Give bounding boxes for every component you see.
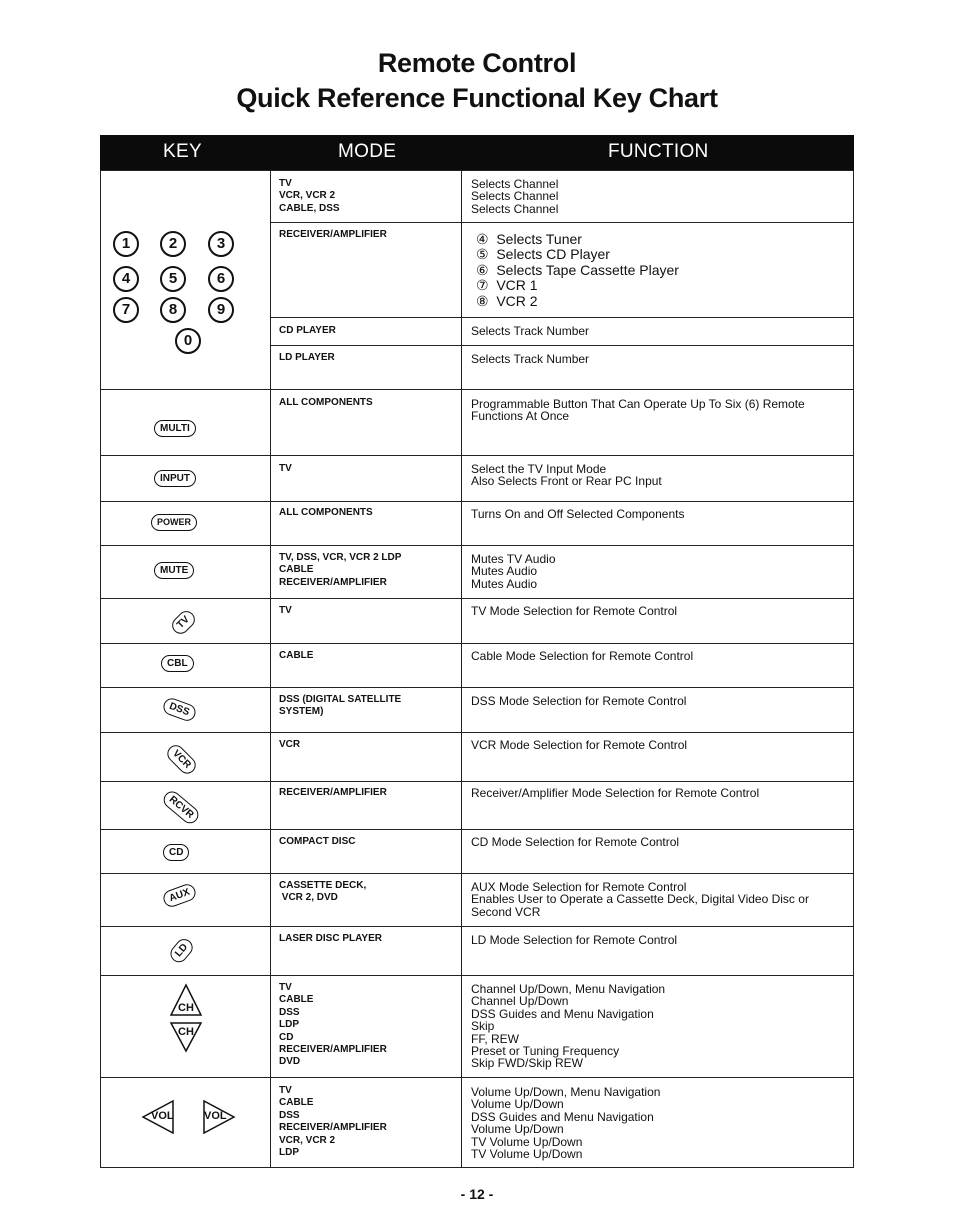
- mode-cell: TV VCR, VCR 2 CABLE, DSS: [279, 178, 340, 214]
- cd-mode-key-icon: CD: [163, 844, 189, 861]
- column-divider: [461, 171, 462, 1167]
- column-divider: [270, 171, 271, 1167]
- row-divider: [101, 829, 853, 830]
- row-divider: [101, 732, 853, 733]
- mode-cell: TV CABLE DSS RECEIVER/AMPLIFIER VCR, VCR 2 LDP: [279, 1085, 387, 1159]
- mode-cell: CD PLAYER: [279, 325, 336, 336]
- mode-cell: TV: [279, 605, 292, 616]
- row-divider: [101, 545, 853, 546]
- row-divider: [101, 389, 853, 390]
- row-divider: [270, 345, 853, 346]
- function-cell: Select the TV Input Mode Also Selects Front or Rear PC Input: [471, 462, 662, 489]
- digit-0-icon: 0: [175, 328, 201, 354]
- dss-mode-key-icon: DSS: [161, 696, 197, 723]
- table-header: [100, 135, 854, 170]
- digit-6-icon: 6: [208, 266, 234, 292]
- cable-mode-key-icon: CBL: [161, 655, 194, 672]
- volume-right-label: VOL: [204, 1110, 227, 1122]
- page-title-line-2: Quick Reference Functional Key Chart: [236, 83, 718, 113]
- row-divider: [270, 317, 853, 318]
- digit-8-icon: 8: [160, 297, 186, 323]
- mode-cell: CABLE: [279, 650, 314, 661]
- mode-cell: TV, DSS, VCR, VCR 2 LDP CABLE RECEIVER/AMPLIFIER: [279, 552, 402, 588]
- mode-cell: VCR: [279, 739, 301, 750]
- digit-3-icon: 3: [208, 231, 234, 257]
- power-key-icon: POWER: [151, 514, 197, 531]
- row-divider: [101, 455, 853, 456]
- function-cell: VCR Mode Selection for Remote Control: [471, 738, 688, 752]
- digit-1-icon: 1: [113, 231, 139, 257]
- mode-cell: LD PLAYER: [279, 352, 335, 363]
- mode-cell: RECEIVER/AMPLIFIER: [279, 229, 387, 240]
- row-divider: [101, 643, 853, 644]
- function-cell: Mutes TV Audio Mutes Audio Mutes Audio: [471, 552, 556, 591]
- mode-cell: RECEIVER/AMPLIFIER: [279, 787, 387, 798]
- function-cell: Turns On and Off Selected Components: [471, 507, 685, 521]
- header-key: KEY: [163, 141, 202, 162]
- mode-cell: TV CABLE DSS LDP CD RECEIVER/AMPLIFIER DVD: [279, 982, 387, 1068]
- function-cell: TV Mode Selection for Remote Control: [471, 604, 678, 618]
- function-cell: Volume Up/Down, Menu Navigation Volume Up/Down DSS Guides and Menu Navigation Volume Up/Down TV Volume Up/Down TV Volume Up/Down: [471, 1085, 661, 1162]
- mute-key-icon: MUTE: [154, 562, 194, 579]
- digit-2-icon: 2: [160, 231, 186, 257]
- row-divider: [101, 926, 853, 927]
- function-cell: Cable Mode Selection for Remote Control: [471, 649, 694, 663]
- function-cell: Receiver/Amplifier Mode Selection for Remote Control: [471, 786, 760, 800]
- vcr-mode-key-icon: VCR: [164, 742, 199, 777]
- page-title-line-1: Remote Control: [377, 48, 577, 78]
- function-cell: ④ Selects Tuner ⑤ Selects CD Player ⑥ Selects Tape Cassette Player ⑦ VCR 1 ⑧ VCR 2: [476, 231, 679, 309]
- key-chart-table: [100, 170, 854, 1168]
- tv-mode-key-icon: TV: [169, 608, 199, 638]
- digit-4-icon: 4: [113, 266, 139, 292]
- row-divider: [101, 501, 853, 502]
- mode-cell: COMPACT DISC: [279, 836, 356, 847]
- digit-9-icon: 9: [208, 297, 234, 323]
- row-divider: [101, 781, 853, 782]
- mode-cell: DSS (DIGITAL SATELLITE SYSTEM): [279, 694, 402, 718]
- page-number: - 12 -: [460, 1186, 494, 1202]
- function-cell: Selects Track Number: [471, 352, 590, 366]
- function-cell: AUX Mode Selection for Remote Control Enables User to Operate a Cassette Deck, Digital Video Disc or Second VCR: [471, 880, 809, 919]
- function-cell: DSS Mode Selection for Remote Control: [471, 694, 687, 708]
- row-divider: [101, 598, 853, 599]
- function-cell: CD Mode Selection for Remote Control: [471, 835, 680, 849]
- header-function: FUNCTION: [608, 141, 709, 162]
- function-cell: Channel Up/Down, Menu Navigation Channel Up/Down DSS Guides and Menu Navigation Skip FF, REW Preset or Tuning Frequency Skip FWD/Skip REW: [471, 982, 666, 1071]
- function-cell: Selects Channel Selects Channel Selects Channel: [471, 177, 559, 216]
- function-cell: Selects Track Number: [471, 324, 590, 338]
- aux-mode-key-icon: AUX: [161, 882, 198, 909]
- mode-cell: CASSETTE DECK, VCR 2, DVD: [279, 880, 367, 904]
- receiver-mode-key-icon: RCVR: [160, 788, 202, 827]
- row-divider: [101, 975, 853, 976]
- function-cell: Programmable Button That Can Operate Up To Six (6) Remote Functions At Once: [471, 397, 805, 424]
- mode-cell: ALL COMPONENTS: [279, 397, 373, 408]
- row-divider: [101, 873, 853, 874]
- channel-up-label: CH: [178, 1002, 194, 1014]
- volume-left-label: VOL: [151, 1110, 174, 1122]
- digit-7-icon: 7: [113, 297, 139, 323]
- header-mode: MODE: [338, 141, 397, 162]
- input-key-icon: INPUT: [154, 470, 196, 487]
- row-divider: [270, 222, 853, 223]
- row-divider: [101, 687, 853, 688]
- multi-key-icon: MULTI: [154, 420, 196, 437]
- function-cell: LD Mode Selection for Remote Control: [471, 933, 678, 947]
- digit-5-icon: 5: [160, 266, 186, 292]
- mode-cell: TV: [279, 463, 292, 474]
- mode-cell: LASER DISC PLAYER: [279, 933, 382, 944]
- channel-down-label: CH: [178, 1026, 194, 1038]
- mode-cell: ALL COMPONENTS: [279, 507, 373, 518]
- ld-mode-key-icon: LD: [167, 935, 196, 965]
- row-divider: [101, 1077, 853, 1078]
